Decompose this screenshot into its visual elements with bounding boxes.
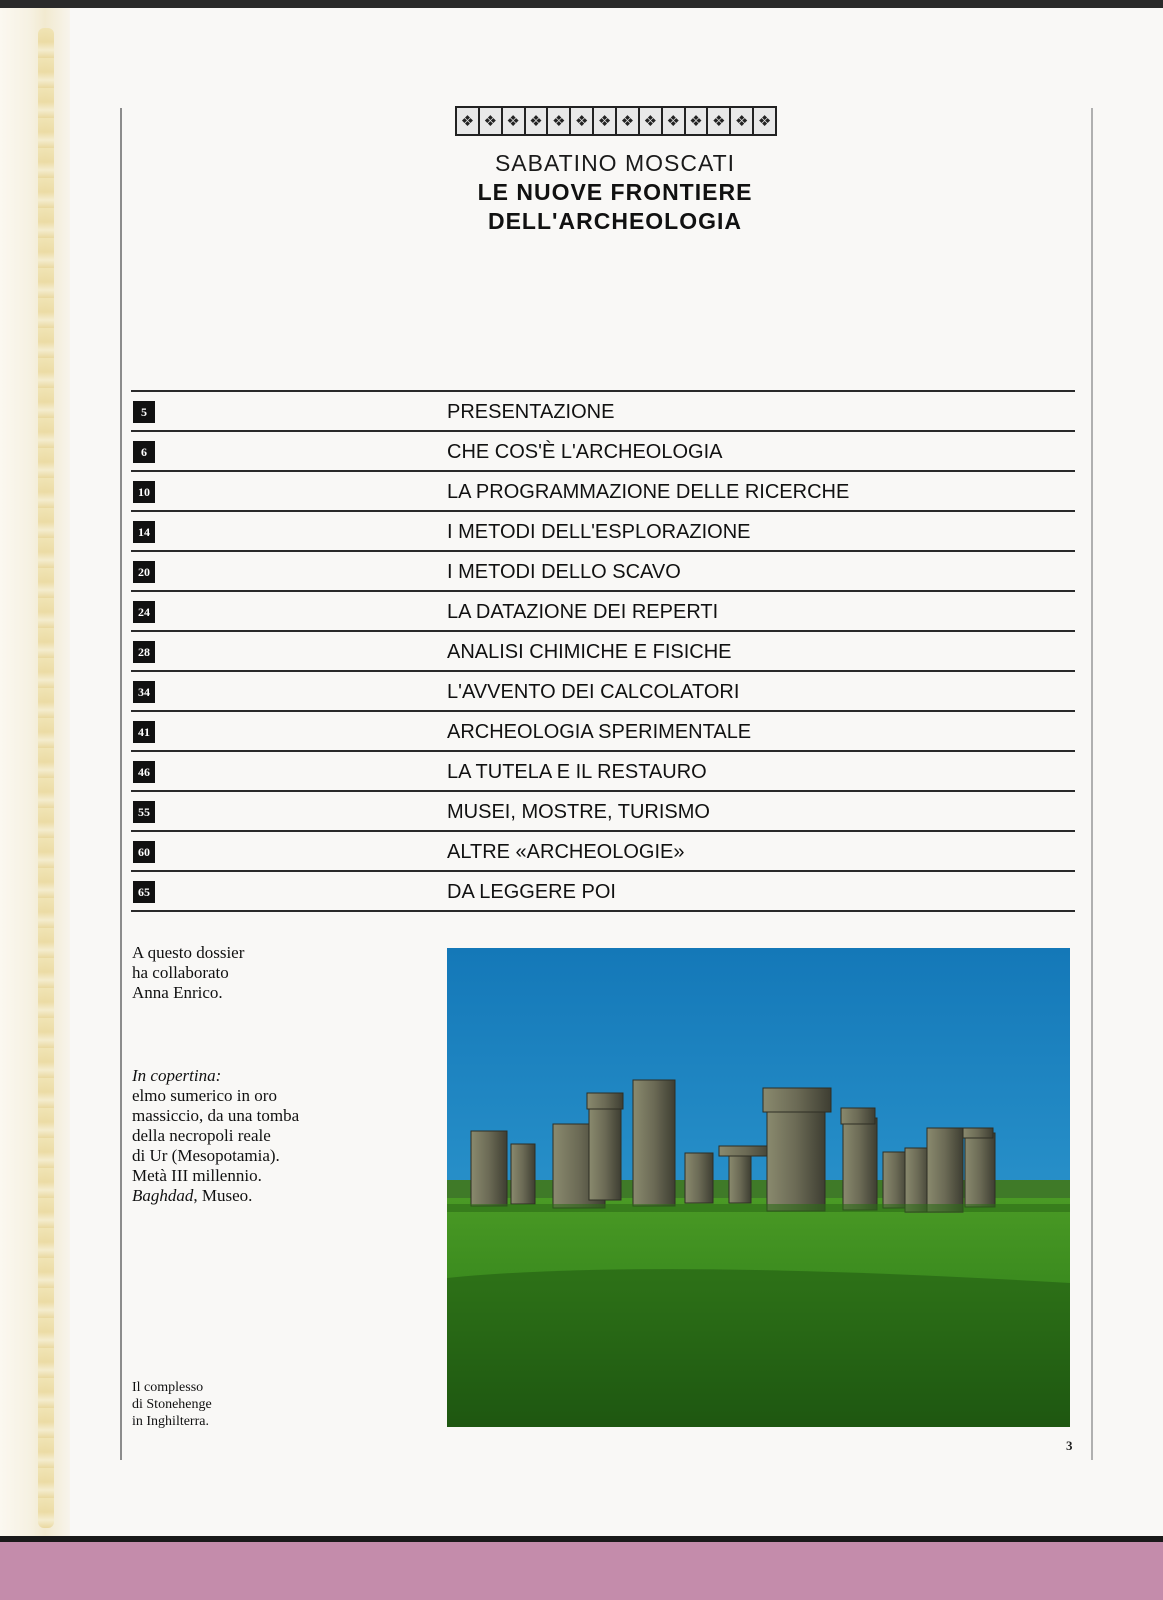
cover-note-line: della necropoli reale bbox=[132, 1126, 271, 1145]
caption-line: Il complesso bbox=[132, 1380, 204, 1395]
ornament-motif-icon: ❖ bbox=[457, 108, 478, 134]
toc-entry[interactable] bbox=[131, 470, 1075, 510]
toc-page-number: 60 bbox=[133, 841, 155, 863]
cover-note-line: massiccio, da una tomba bbox=[132, 1106, 300, 1125]
toc-page-number: 10 bbox=[133, 481, 155, 503]
cover-note-label: In copertina: bbox=[132, 1066, 222, 1085]
toc-title: I METODI DELL'ESPLORAZIONE bbox=[447, 521, 751, 543]
ornament-motif-icon: ❖ bbox=[503, 108, 524, 134]
toc-title: LA PROGRAMMAZIONE DELLE RICERCHE bbox=[447, 481, 850, 503]
toc-entry[interactable] bbox=[131, 550, 1075, 590]
book-title-line-2: DELL'ARCHEOLOGIA bbox=[487, 208, 743, 234]
toc-title: LA DATAZIONE DEI REPERTI bbox=[447, 601, 719, 623]
toc-entry[interactable] bbox=[131, 590, 1075, 630]
ornament-motif-icon: ❖ bbox=[731, 108, 752, 134]
ornament-motif-icon: ❖ bbox=[663, 108, 684, 134]
book-title-line-1: LE NUOVE FRONTIERE bbox=[477, 179, 753, 205]
toc-page-number: 24 bbox=[133, 601, 155, 623]
toc-title: MUSEI, MOSTRE, TURISMO bbox=[447, 801, 710, 823]
credits-line: Anna Enrico. bbox=[132, 983, 223, 1002]
decorative-ornament-band bbox=[455, 106, 777, 136]
ornament-motif-icon: ❖ bbox=[686, 108, 707, 134]
ornament-motif-icon: ❖ bbox=[708, 108, 729, 134]
cover-note-place: Baghdad bbox=[132, 1186, 194, 1205]
photo-caption bbox=[132, 1379, 212, 1430]
toc-page-number: 46 bbox=[133, 761, 155, 783]
cover-note-location bbox=[132, 1186, 299, 1206]
toc-title: ALTRE «ARCHEOLOGIE» bbox=[447, 841, 685, 863]
toc-title: ARCHEOLOGIA SPERIMENTALE bbox=[447, 721, 752, 743]
ornament-motif-icon: ❖ bbox=[617, 108, 638, 134]
ornament-motif-icon: ❖ bbox=[548, 108, 569, 134]
toc-page-number: 55 bbox=[133, 801, 155, 823]
cover-note-line: elmo sumerico in oro bbox=[132, 1086, 277, 1105]
toc-page-number: 5 bbox=[133, 401, 155, 423]
page-top-edge bbox=[0, 0, 1163, 8]
toc-page-number: 65 bbox=[133, 881, 155, 903]
ornament-motif-icon: ❖ bbox=[480, 108, 501, 134]
ornament-motif-icon: ❖ bbox=[754, 108, 775, 134]
toc-entry[interactable] bbox=[131, 830, 1075, 870]
toc-title: I METODI DELLO SCAVO bbox=[447, 561, 681, 583]
credits-line: ha collaborato bbox=[132, 963, 229, 982]
stonehenge-photo-graphic bbox=[447, 948, 1070, 1427]
book-spine bbox=[0, 8, 70, 1540]
left-margin-rule bbox=[120, 108, 122, 1460]
cover-note-line: Metà III millennio. bbox=[132, 1166, 262, 1185]
author-name: SABATINO MOSCATI bbox=[494, 150, 736, 176]
ornament-motif-icon: ❖ bbox=[571, 108, 592, 134]
toc-title: PRESENTAZIONE bbox=[447, 401, 615, 423]
toc-title: ANALISI CHIMICHE E FISICHE bbox=[447, 641, 732, 663]
ornament-motif-icon: ❖ bbox=[526, 108, 547, 134]
page-number: 3 bbox=[1066, 1438, 1073, 1453]
toc-page-number: 41 bbox=[133, 721, 155, 743]
toc-entry[interactable] bbox=[131, 630, 1075, 670]
toc-entry[interactable] bbox=[131, 390, 1075, 430]
toc-page-number: 28 bbox=[133, 641, 155, 663]
toc-entry[interactable] bbox=[131, 710, 1075, 750]
right-margin-rule bbox=[1091, 108, 1093, 1460]
toc-entry[interactable] bbox=[131, 750, 1075, 790]
toc-title: L'AVVENTO DEI CALCOLATORI bbox=[447, 681, 740, 703]
ornament-motif-icon: ❖ bbox=[594, 108, 615, 134]
toc-title: LA TUTELA E IL RESTAURO bbox=[447, 761, 707, 783]
background-surface bbox=[0, 1542, 1163, 1600]
toc-entry[interactable] bbox=[131, 510, 1075, 550]
toc-title: CHE COS'È L'ARCHEOLOGIA bbox=[447, 441, 723, 463]
cover-note-place-suffix: , Museo. bbox=[193, 1186, 253, 1205]
ornament-motif-icon: ❖ bbox=[640, 108, 661, 134]
toc-entry[interactable] bbox=[131, 670, 1075, 710]
caption-line: di Stonehenge bbox=[132, 1397, 212, 1412]
caption-line: in Inghilterra. bbox=[132, 1414, 209, 1429]
credits-line: A questo dossier bbox=[132, 943, 245, 962]
toc-entry[interactable] bbox=[131, 430, 1075, 470]
stonehenge-photo bbox=[447, 948, 1070, 1427]
spine-binding-tape bbox=[38, 28, 54, 1528]
toc-page-number: 6 bbox=[133, 441, 155, 463]
credits-note bbox=[132, 943, 244, 1003]
cover-note-line: di Ur (Mesopotamia). bbox=[132, 1146, 280, 1165]
toc-entry[interactable] bbox=[131, 870, 1075, 912]
table-of-contents bbox=[131, 390, 1075, 912]
toc-title: DA LEGGERE POI bbox=[447, 881, 616, 903]
cover-note bbox=[132, 1066, 299, 1206]
toc-page-number: 20 bbox=[133, 561, 155, 583]
toc-entry[interactable] bbox=[131, 790, 1075, 830]
toc-page-number: 34 bbox=[133, 681, 155, 703]
toc-page-number: 14 bbox=[133, 521, 155, 543]
